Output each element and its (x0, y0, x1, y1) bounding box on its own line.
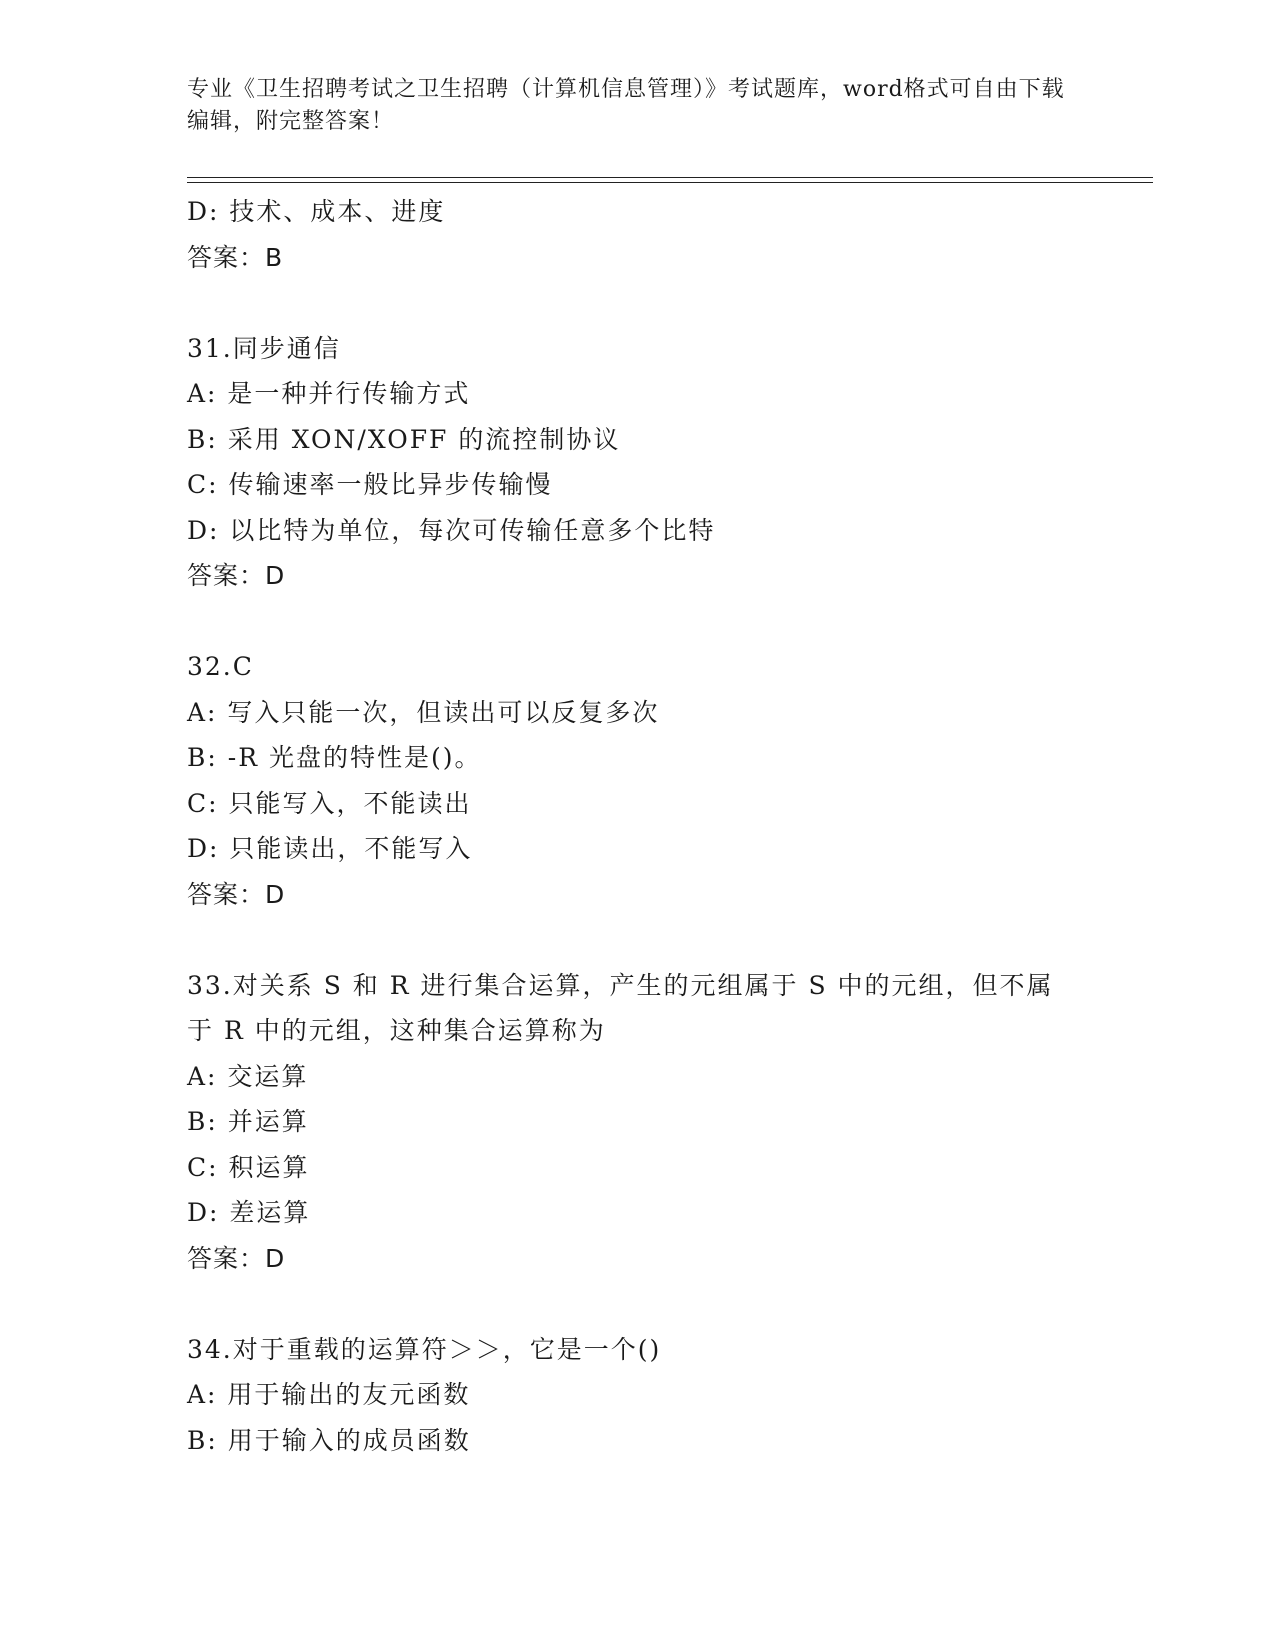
question-list (187, 189, 1087, 1463)
option-a: A: 交运算 (187, 1061, 309, 1091)
option-b: B: 并运算 (187, 1107, 309, 1136)
option-a: A: 是一种并行传输方式 (187, 379, 471, 408)
option-d: D: 差运算 (187, 1198, 311, 1227)
question-title-line-1: 33.对关系 S 和 R 进行集合运算，产生的元组属于 S 中的元组，但不属 (187, 970, 1054, 1000)
spacer (187, 1281, 1087, 1327)
answer: 答案：D (187, 879, 286, 909)
option-c: C: 只能写入，不能读出 (187, 788, 472, 818)
question-title: 32.C (187, 652, 254, 681)
option-d: D: 技术、成本、进度 (187, 197, 446, 226)
option-b: B: -R 光盘的特性是()。 (187, 743, 482, 772)
answer: 答案：D (187, 561, 286, 590)
question-block-32 (187, 644, 1087, 917)
question-block-31 (187, 326, 1087, 599)
question-block-34 (187, 1327, 1087, 1464)
spacer (187, 280, 1087, 326)
header-rule-bottom (187, 182, 1153, 183)
answer: 答案：D (187, 1243, 286, 1273)
option-a: A: 用于输出的友元函数 (187, 1380, 471, 1409)
spacer (187, 599, 1087, 645)
question-title: 31.同步通信 (187, 333, 341, 363)
header-text: 专业《卫生招聘考试之卫生招聘（计算机信息管理）》考试题库，word格式可自由下载编辑，附完整答案！ (187, 77, 1065, 134)
answer: 答案：B (187, 242, 284, 272)
document-header (187, 74, 1067, 138)
question-block-33 (187, 963, 1087, 1282)
option-c: C: 传输速率一般比异步传输慢 (187, 470, 553, 499)
option-a: A: 写入只能一次，但读出可以反复多次 (187, 697, 660, 727)
question-title: 34.对于重载的运算符＞＞，它是一个() (187, 1334, 662, 1364)
option-b: B: 用于输入的成员函数 (187, 1425, 471, 1455)
option-c: C: 积运算 (187, 1152, 310, 1182)
option-b: B: 采用 XON/XOFF 的流控制协议 (187, 424, 621, 454)
spacer (187, 917, 1087, 963)
option-d: D: 只能读出，不能写入 (187, 834, 473, 863)
question-title-line-2: 于 R 中的元组，这种集合运算称为 (187, 1016, 606, 1045)
option-d: D: 以比特为单位，每次可传输任意多个比特 (187, 515, 716, 545)
header-rule-top (187, 177, 1153, 178)
question-block-previous (187, 189, 1087, 280)
